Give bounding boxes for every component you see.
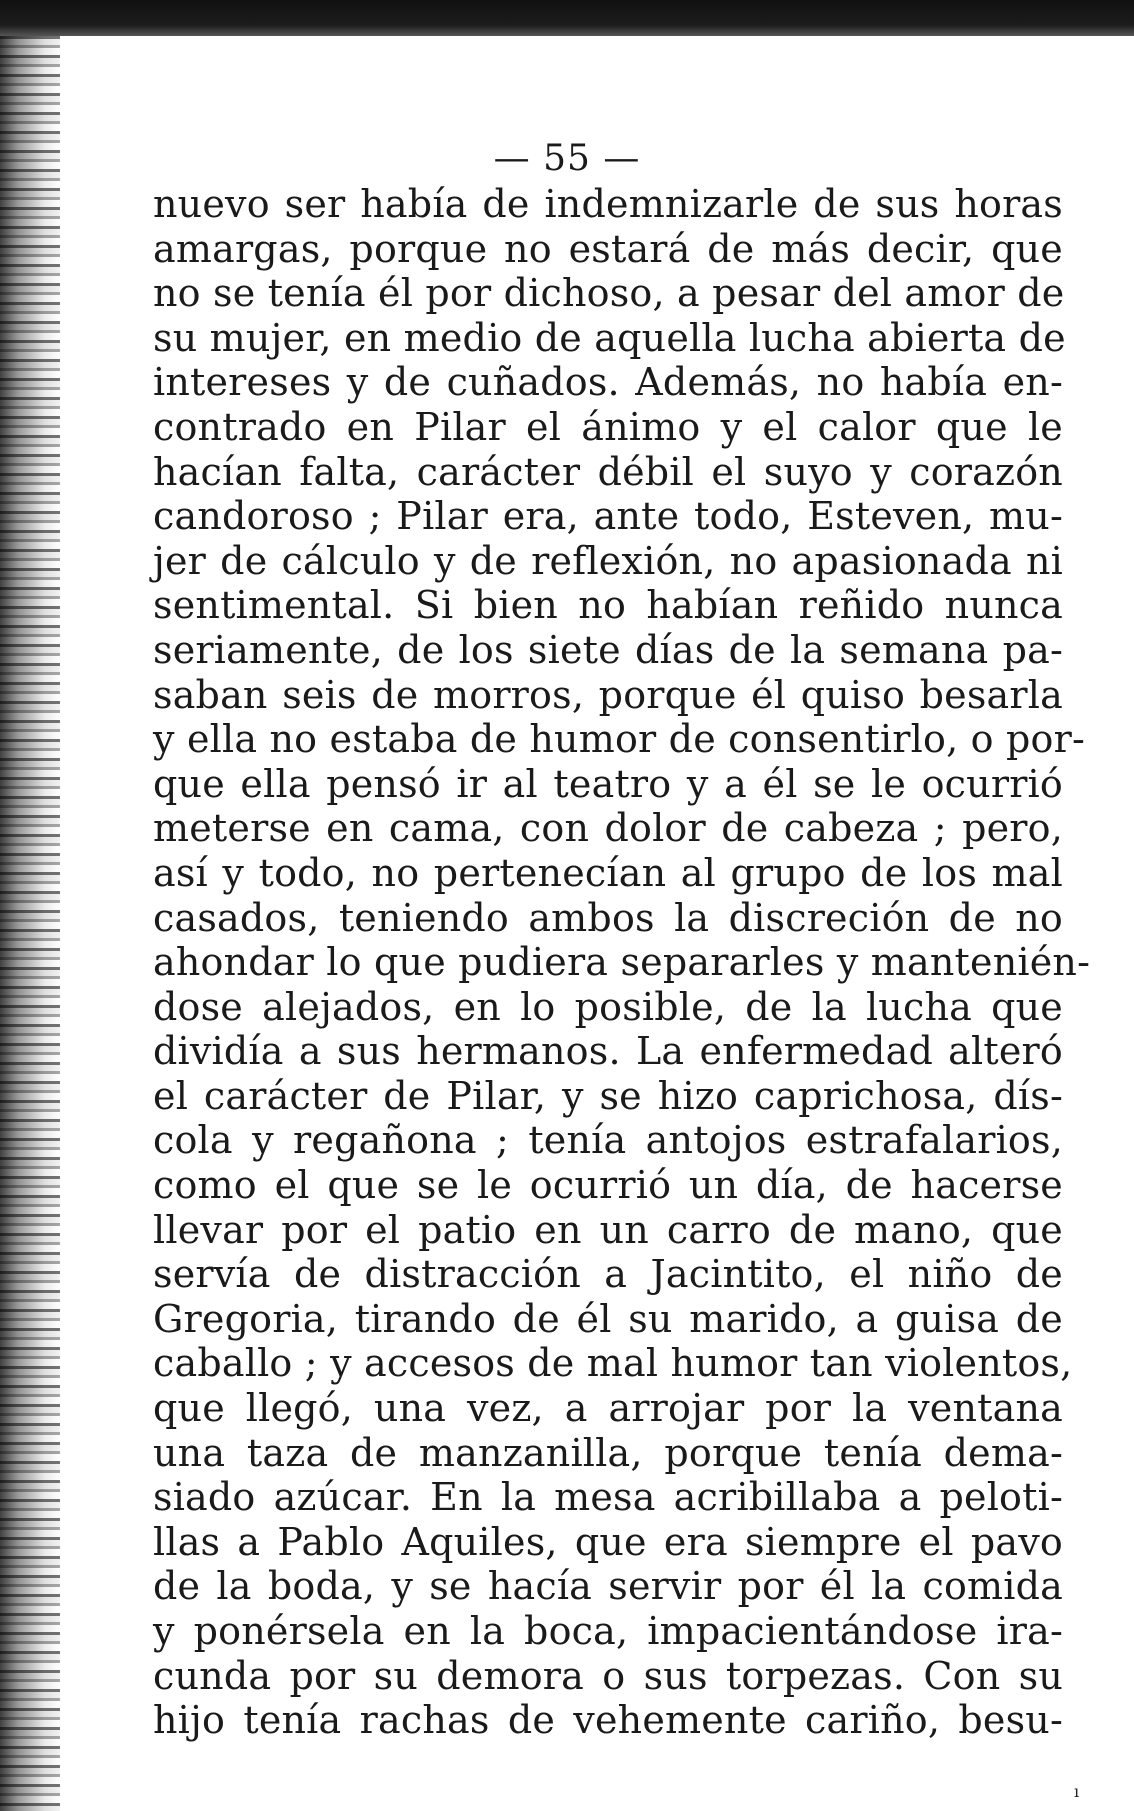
text-line: seriamente, de los siete días de la semana pa- <box>153 627 1063 672</box>
scan-top-edge <box>0 0 1134 36</box>
text-line: que llegó, una vez, a arrojar por la ventana <box>153 1386 1063 1431</box>
text-line: sentimental. Si bien no habían reñido nunca <box>153 583 1063 628</box>
text-line: amargas, porque no estará de más decir, que <box>153 226 1063 271</box>
ink-speck: ı <box>1074 1782 1080 1801</box>
text-line: llas a Pablo Aquiles, que era siempre el pavo <box>153 1519 1063 1564</box>
text-line: casados, teniendo ambos la discreción de no <box>153 895 1063 940</box>
text-line: dose alejados, en lo posible, de la lucha que <box>153 984 1063 1029</box>
text-line: que ella pensó ir al teatro y a él se le ocurrió <box>153 761 1063 806</box>
text-line: una taza de manzanilla, porque tenía dema- <box>153 1430 1063 1475</box>
text-line: y ella no estaba de humor de consentirlo, o por- <box>153 717 1086 762</box>
text-line: no se tenía él por dichoso, a pesar del amor de <box>153 271 1065 316</box>
page-number: — 55 — <box>493 138 641 179</box>
text-line: caballo ; y accesos de mal humor tan violentos, <box>153 1341 1073 1386</box>
text-line: de la boda, y se hacía servir por él la comida <box>153 1564 1063 1609</box>
text-line: así y todo, no pertenecían al grupo de los mal <box>153 850 1063 895</box>
text-line: jer de cálculo y de reflexión, no apasionada ni <box>153 538 1063 583</box>
text-line: llevar por el patio en un carro de mano, que <box>153 1207 1063 1252</box>
text-line: dividía a sus hermanos. La enfermedad alteró <box>153 1029 1063 1074</box>
body-text <box>153 182 1091 1743</box>
text-line: intereses y de cuñados. Además, no había en- <box>153 360 1063 405</box>
text-line: su mujer, en medio de aquella lucha abierta de <box>153 315 1066 360</box>
scan-binding-edge <box>0 36 60 1811</box>
text-line: el carácter de Pilar, y se hizo caprichosa, dís- <box>153 1073 1063 1118</box>
text-line: nuevo ser había de indemnizarle de sus horas <box>153 182 1063 226</box>
text-line: cunda por su demora o sus torpezas. Con su <box>153 1653 1063 1698</box>
text-line: hacían falta, carácter débil el suyo y corazón <box>153 449 1063 494</box>
text-line: candoroso ; Pilar era, ante todo, Esteven, mu- <box>153 494 1063 539</box>
text-line: como el que se le ocurrió un día, de hacerse <box>153 1163 1063 1208</box>
text-line: contrado en Pilar el ánimo y el calor que le <box>153 404 1063 449</box>
text-line: hijo tenía rachas de vehemente cariño, besu- <box>153 1698 1063 1743</box>
text-line: siado azúcar. En la mesa acribillaba a peloti- <box>153 1475 1063 1520</box>
text-line: ahondar lo que pudiera separarles y mantenién- <box>153 940 1091 985</box>
text-line: cola y regañona ; tenía antojos estrafalarios, <box>153 1118 1063 1163</box>
text-line: saban seis de morros, porque él quiso besarla <box>153 672 1063 717</box>
text-line: servía de distracción a Jacintito, el niño de <box>153 1252 1063 1297</box>
text-line: y ponérsela en la boca, impacientándose ira- <box>153 1609 1063 1653</box>
text-line: Gregoria, tirando de él su marido, a guisa de <box>153 1296 1063 1341</box>
text-line: meterse en cama, con dolor de cabeza ; pero, <box>153 806 1063 851</box>
